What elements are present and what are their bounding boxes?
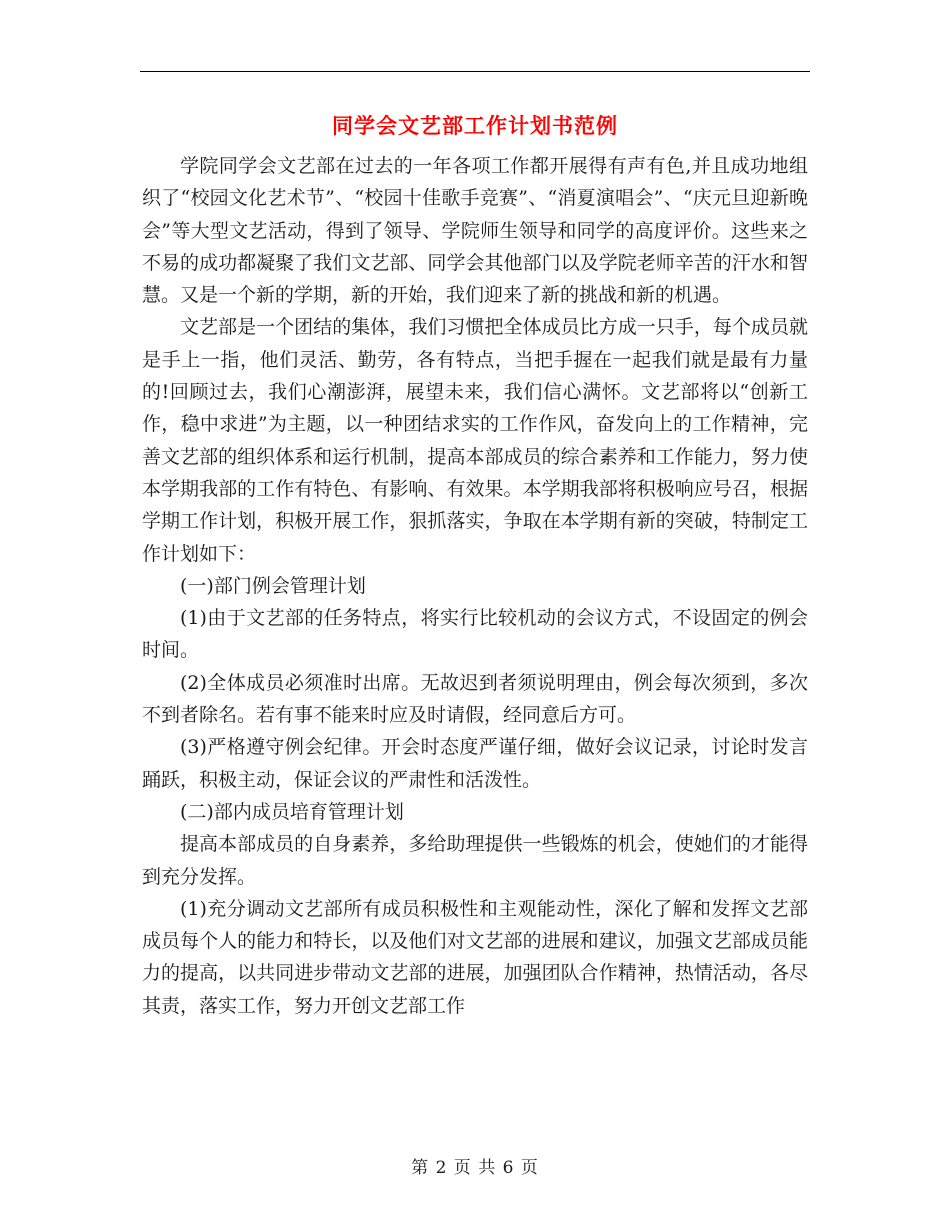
page-footer: 第 2 页 共 6 页 bbox=[411, 1158, 539, 1178]
document-body bbox=[142, 150, 808, 1022]
paragraph: 学院同学会文艺部在过去的一年各项工作都开展得有声有色,并且成功地组织了“校园文化艺术节”、“校园十佳歌手竞赛”、“消夏演唱会”、“庆元旦迎新晚会”等大型文艺活动，得到了领导、学院师生领导和同学的高度评价。这些来之不易的成功都凝聚了我们文艺部、同学会其他部门以及学院老师辛苦的汗水和智慧。又是一个新的学期，新的开始，我们迎来了新的挑战和新的机遇。 bbox=[142, 155, 808, 307]
document-title: 同学会文艺部工作计划书范例 bbox=[332, 113, 618, 138]
section-heading: (一)部门例会管理计划 bbox=[180, 574, 366, 597]
paragraph: 文艺部是一个团结的集体，我们习惯把全体成员比方成一只手，每个成员就是手上一指，他们灵活、勤劳，各有特点，当把手握在一起我们就是最有力量的!回顾过去，我们心潮澎湃，展望未来，我们信心满怀。文艺部将以“创新工作，稳中求进”为主题，以一种团结求实的工作作风，奋发向上的工作精神，完善文艺部的组织体系和运行机制，提高本部成员的综合素养和工作能力，努力使本学期我部的工作有特色、有影响、有效果。本学期我部将积极响应号召，根据学期工作计划，积极开展工作，狠抓落实，争取在本学期有新的突破，特制定工作计划如下： bbox=[142, 316, 808, 565]
header-rule bbox=[140, 71, 810, 72]
list-item: (2)全体成员必须准时出席。无故迟到者须说明理由，例会每次须到，多次不到者除名。若有事不能来时应及时请假，经同意后方可。 bbox=[142, 671, 808, 727]
list-item: (1)充分调动文艺部所有成员积极性和主观能动性，深化了解和发挥文艺部成员每个人的能力和特长，以及他们对文艺部的进展和建议，加强文艺部成员能力的提高，以共同进步带动文艺部的进展，加强团队合作精神，热情活动，各尽其责，落实工作，努力开创文艺部工作 bbox=[142, 897, 808, 1017]
list-item: (1)由于文艺部的任务特点，将实行比较机动的会议方式，不设固定的例会时间。 bbox=[142, 607, 808, 662]
paragraph: 提高本部成员的自身素养，多给助理提供一些锻炼的机会，使她们的才能得到充分发挥。 bbox=[142, 833, 808, 888]
list-item: (3)严格遵守例会纪律。开会时态度严谨仔细，做好会议记录，讨论时发言踊跃，积极主动，保证会议的严肃性和活泼性。 bbox=[142, 736, 808, 791]
section-heading: (二)部内成员培育管理计划 bbox=[180, 800, 404, 823]
